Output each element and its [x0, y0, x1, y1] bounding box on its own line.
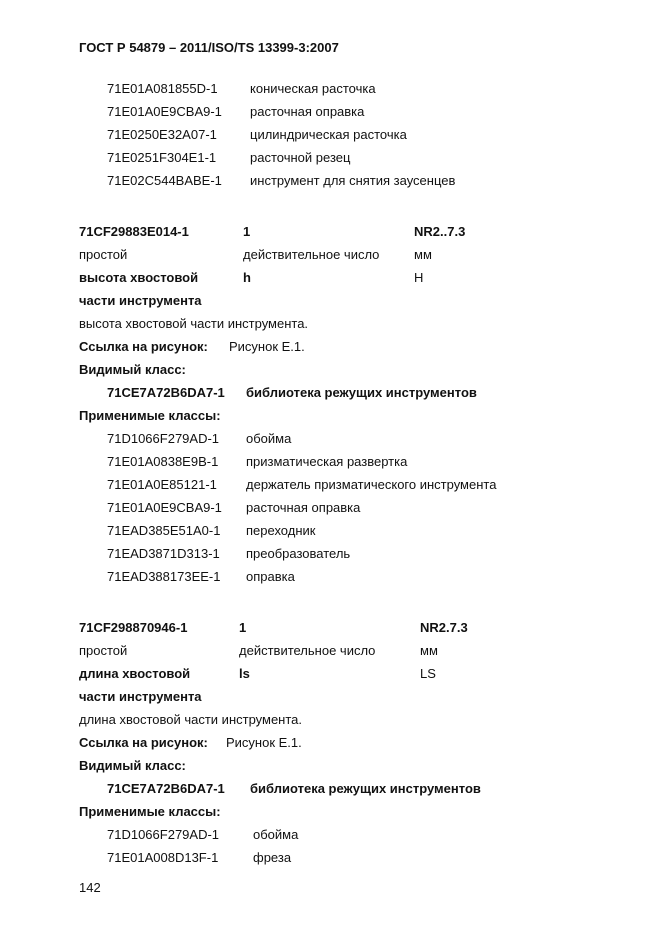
entry-version: 1 [243, 224, 251, 239]
figure-ref-value: Рисунок Е.1. [229, 339, 305, 354]
class-name: обойма [253, 827, 299, 842]
visible-class-name: библиотека режущих инструментов [250, 781, 481, 796]
visible-class-name: библиотека режущих инструментов [246, 385, 477, 400]
class-name: расточной резец [250, 150, 351, 165]
class-code: 71EAD388173EE-1 [107, 569, 221, 584]
class-code: 71EAD385E51A0-1 [107, 523, 221, 538]
class-code: 71E01A008D13F-1 [107, 850, 219, 865]
class-code: 71E01A0E9CBA9-1 [107, 104, 222, 119]
entry-short: LS [420, 666, 436, 681]
entry-type: действительное число [243, 247, 380, 262]
entry-ref: NR2..7.3 [414, 224, 466, 239]
applicable-classes-label: Применимые классы: [79, 804, 221, 819]
entry-unit: мм [414, 247, 432, 262]
class-name: держатель призматического инструмента [246, 477, 497, 492]
entry-id: 71CF298870946-1 [79, 620, 188, 635]
class-code: 71E0251F304E1-1 [107, 150, 217, 165]
class-code: 71E02C544BABE-1 [107, 173, 222, 188]
visible-class-code: 71CE7A72B6DA7-1 [107, 385, 225, 400]
entry-definition: длина хвостовой части инструмента. [79, 712, 303, 727]
entry-name: длина хвостовой [79, 666, 191, 681]
entry-type: действительное число [239, 643, 376, 658]
entry-definition: высота хвостовой части инструмента. [79, 316, 309, 331]
class-code: 71E01A0E85121-1 [107, 477, 217, 492]
visible-class-label: Видимый класс: [79, 758, 186, 773]
class-code: 71EAD3871D313-1 [107, 546, 220, 561]
visible-class-label: Видимый класс: [79, 362, 186, 377]
class-code: 71E01A081855D-1 [107, 81, 218, 96]
class-code: 71D1066F279AD-1 [107, 431, 220, 446]
entry-ref: NR2.7.3 [420, 620, 468, 635]
class-name: цилиндрическая расточка [250, 127, 407, 142]
entry-kind: простой [79, 643, 128, 658]
entry-symbol: h [243, 270, 251, 285]
class-code: 71E0250E32A07-1 [107, 127, 217, 142]
class-name: коническая расточка [250, 81, 376, 96]
class-name: обойма [246, 431, 292, 446]
class-name: переходник [246, 523, 316, 538]
class-name: расточная оправка [246, 500, 361, 515]
applicable-classes-label: Применимые классы: [79, 408, 221, 423]
page-number: 142 [79, 880, 101, 895]
entry-id: 71CF29883E014-1 [79, 224, 189, 239]
class-name: инструмент для снятия заусенцев [250, 173, 456, 188]
entry-name: высота хвостовой [79, 270, 199, 285]
page-header: ГОСТ Р 54879 – 2011/ISO/TS 13399-3:2007 [79, 40, 339, 55]
entry-version: 1 [239, 620, 247, 635]
class-code: 71D1066F279AD-1 [107, 827, 220, 842]
figure-ref-label: Ссылка на рисунок: [79, 735, 208, 750]
class-name: оправка [246, 569, 295, 584]
figure-ref-value: Рисунок Е.1. [226, 735, 302, 750]
class-name: призматическая развертка [246, 454, 408, 469]
entry-symbol: ls [239, 666, 250, 681]
entry-name-cont: части инструмента [79, 293, 202, 308]
class-name: преобразователь [246, 546, 351, 561]
entry-kind: простой [79, 247, 128, 262]
entry-name-cont: части инструмента [79, 689, 202, 704]
class-name: фреза [253, 850, 292, 865]
class-code: 71E01A0838E9B-1 [107, 454, 219, 469]
figure-ref-label: Ссылка на рисунок: [79, 339, 208, 354]
entry-unit: мм [420, 643, 438, 658]
entry-short: H [414, 270, 424, 285]
visible-class-code: 71CE7A72B6DA7-1 [107, 781, 225, 796]
class-name: расточная оправка [250, 104, 365, 119]
class-code: 71E01A0E9CBA9-1 [107, 500, 222, 515]
